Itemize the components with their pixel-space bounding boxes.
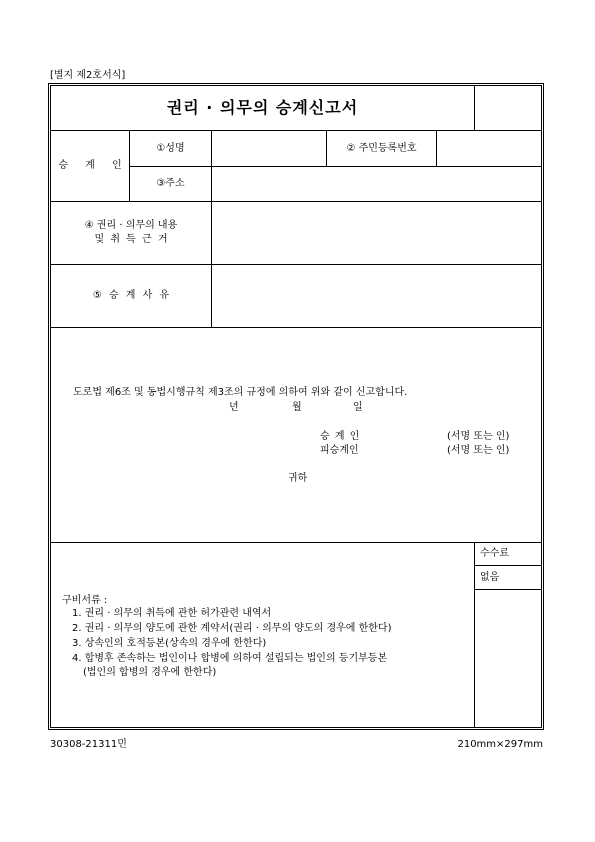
name-value-cell (212, 131, 327, 167)
successor-signature-note: (서명 또는 인) (447, 431, 510, 442)
rrn-label: ② 주민등록번호 (346, 142, 417, 154)
reason-value-cell (212, 265, 541, 328)
title-cell (51, 86, 475, 131)
name-label: ①성명 (156, 142, 185, 154)
predecessor-signature-note: (서명 또는 인) (447, 445, 510, 456)
fee-value-cell (475, 566, 541, 590)
form-code: 30308-21311민 (50, 739, 127, 750)
date-day-label: 일 (353, 402, 363, 413)
successor-section-label-cell (51, 131, 130, 202)
rrn-value-cell (437, 131, 541, 167)
successor-signature-label: 승 계 인 (320, 431, 360, 442)
fee-label-cell (475, 543, 541, 566)
reason-label-cell (51, 265, 212, 328)
date-year-label: 년 (229, 402, 239, 413)
rights-value-cell (212, 202, 541, 265)
form-frame (48, 83, 544, 730)
title-side-box (475, 86, 541, 131)
rights-label-line2: 및 취 득 근 거 (94, 234, 168, 245)
reason-label: ⑤ 승 계 사 유 (92, 290, 170, 301)
address-label: ③주소 (156, 178, 185, 189)
successor-section-label: 승 계 인 (58, 160, 122, 171)
required-documents-heading: 구비서류 : (62, 595, 108, 606)
required-documents-area (51, 543, 475, 727)
form-number-label: [별지 제2호서식] (50, 70, 126, 81)
declaration-area (51, 328, 541, 543)
address-label-cell (130, 167, 212, 202)
fee-blank-cell (475, 590, 541, 727)
rights-label-line1: ④ 권리 · 의무의 내용 (84, 220, 178, 231)
fee-label: 수수료 (480, 548, 509, 559)
addressee-label: 귀하 (288, 473, 308, 484)
predecessor-signature-label: 피승계인 (320, 445, 359, 456)
rrn-label-cell (327, 131, 437, 167)
list-item-note: (법인의 합병의 경우에 한한다) (83, 667, 217, 678)
form-title: 권리 · 의무의 승계신고서 (166, 98, 359, 117)
fee-value: 없음 (480, 571, 500, 583)
list-item: 1. 권리 · 의무의 취득에 관한 허가관련 내역서 (72, 608, 272, 619)
declaration-statement: 도로법 제6조 및 동법시행규칙 제3조의 규정에 의하여 위와 같이 신고합니다. (73, 387, 408, 398)
rights-label-cell (51, 202, 212, 265)
list-item: 2. 권리 · 의무의 양도에 관한 계약서(권리 · 의무의 양도의 경우에 한한다) (72, 623, 392, 634)
name-label-cell (130, 131, 212, 167)
list-item: 3. 상속인의 호적등본(상속의 경우에 한한다) (72, 638, 267, 649)
date-month-label: 월 (292, 402, 302, 413)
paper-size: 210mm×297mm (457, 739, 543, 750)
list-item: 4. 합병후 존속하는 법인이나 합병에 의하여 설립되는 법인의 등기부등본 (72, 653, 388, 664)
address-value-cell (212, 167, 541, 202)
